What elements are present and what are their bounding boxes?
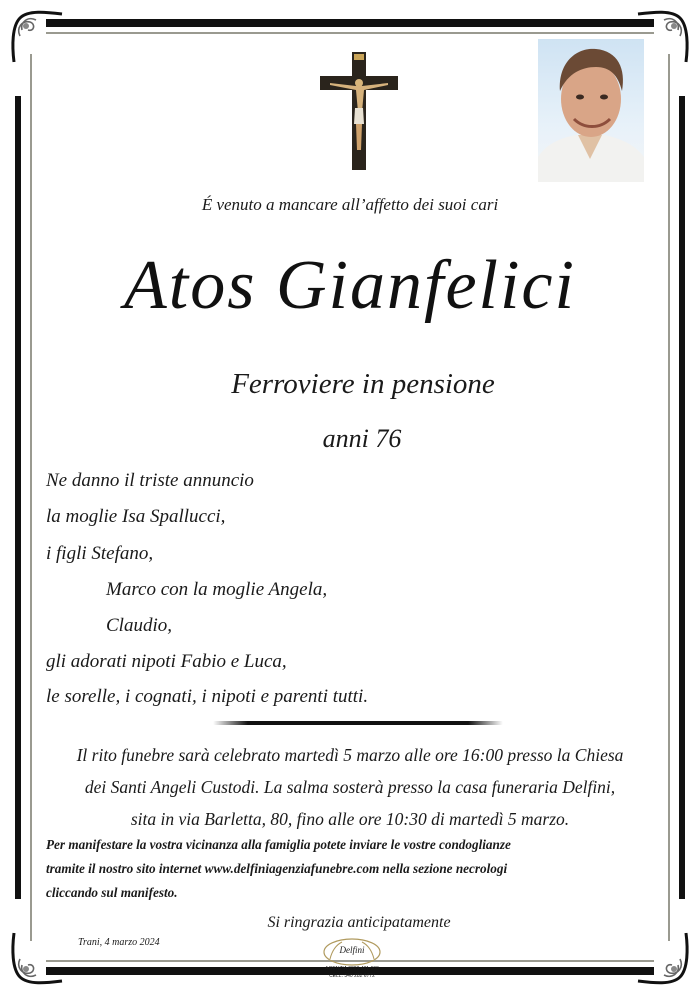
condolence-line: cliccando sul manifesto.	[46, 885, 178, 900]
logo-phone-agency: AGENZIA 0883 481 608	[325, 966, 379, 972]
thanks-text: Si ringrazia anticipatamente	[267, 914, 451, 931]
agency-logo	[312, 937, 392, 987]
ornamental-corner-icon	[6, 6, 66, 66]
family-line: i figli Stefano,	[46, 543, 154, 564]
intro-text: É venuto a mancare all’affetto dei suoi cari	[201, 195, 499, 214]
family-line: Marco con la moglie Angela,	[106, 579, 328, 600]
logo-phone-cell: CELL. 340 282 6772	[329, 973, 375, 979]
divider	[213, 721, 503, 725]
crucifix-icon	[318, 50, 400, 172]
portrait-photo	[538, 39, 644, 182]
condolence-line: tramite il nostro sito internet www.delfiniagenziafunebre.com nella sezione necrologi	[46, 861, 508, 876]
family-line: gli adorati nipoti Fabio e Luca,	[46, 651, 287, 672]
ornamental-corner-icon	[634, 929, 694, 989]
condolence-line: Per manifestare la vostra vicinanza alla famiglia potete inviare le vostre condoglianze	[46, 837, 511, 852]
frame-bar-top	[46, 19, 654, 27]
age: anni 76	[322, 424, 402, 453]
family-line: la moglie Isa Spallucci,	[46, 506, 226, 527]
family-line: le sorelle, i cognati, i nipoti e parenti tutti.	[46, 686, 369, 707]
frame-inner-line-top	[46, 32, 654, 34]
funeral-line: Il rito funebre sarà celebrato martedì 5 marzo alle ore 16:00 presso la Chiesa	[76, 745, 624, 765]
frame-inner-line-left	[30, 54, 32, 941]
profession: Ferroviere in pensione	[231, 368, 495, 400]
funeral-line: dei Santi Angeli Custodi. La salma sosterà presso la casa funeraria Delfini,	[84, 777, 616, 797]
family-line: Ne danno il triste annuncio	[46, 470, 254, 491]
place-date: Trani, 4 marzo 2024	[78, 937, 160, 948]
frame-inner-line-right	[668, 54, 670, 941]
ornamental-corner-icon	[6, 929, 66, 989]
family-line: Claudio,	[106, 615, 172, 636]
deceased-name: Atos Gianfelici	[124, 247, 576, 324]
funeral-line: sita in via Barletta, 80, fino alle ore 10:30 di martedì 5 marzo.	[130, 809, 570, 829]
logo-name: Delfini	[339, 945, 365, 955]
